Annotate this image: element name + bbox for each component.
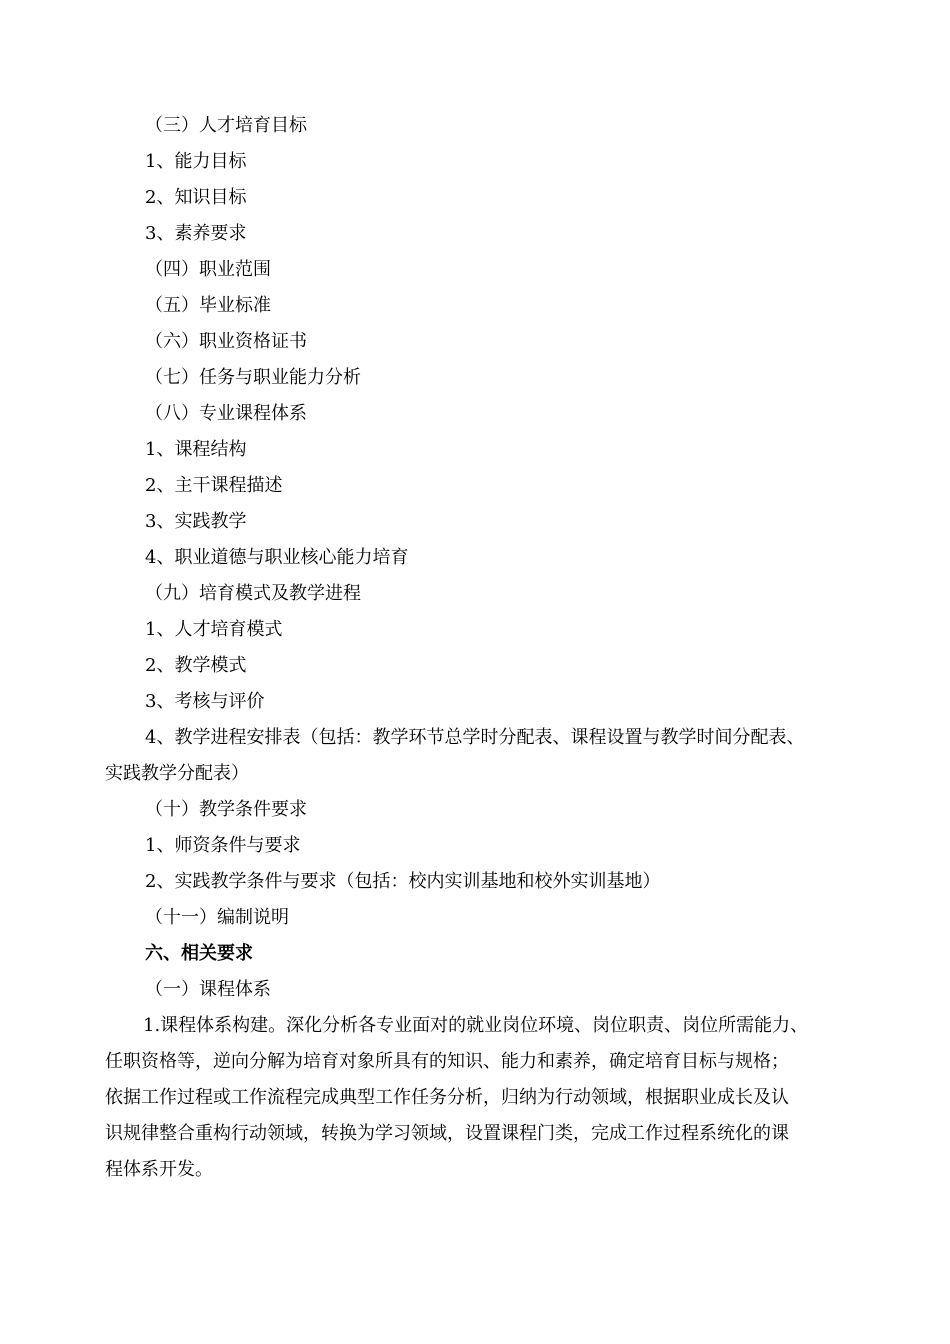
section-course-system: （八）专业课程体系	[145, 403, 307, 424]
item-knowledge-goals: 2、知识目标	[145, 187, 247, 208]
paragraph-line: 程体系开发。	[105, 1159, 213, 1180]
paragraph-line: 识规律整合重构行动领域，转换为学习领域，设置课程门类，完成工作过程系统化的课	[105, 1123, 789, 1144]
item-teaching-schedule: 4、教学进程安排表（包括：教学环节总学时分配表、课程设置与教学时间分配表、	[145, 727, 805, 748]
section-task-ability-analysis: （七）任务与职业能力分析	[145, 367, 361, 388]
section-career-scope: （四）职业范围	[145, 259, 271, 280]
paragraph-line: 任职资格等，逆向分解为培育对象所具有的知识、能力和素养，确定培育目标与规格；	[105, 1051, 789, 1072]
section-teaching-conditions: （十）教学条件要求	[145, 799, 307, 820]
section-compilation-notes: （十一）编制说明	[145, 907, 289, 928]
section-course-system-req: （一）课程体系	[145, 979, 271, 1000]
item-assessment-evaluation: 3、考核与评价	[145, 691, 265, 712]
section-qualification-certificate: （六）职业资格证书	[145, 331, 307, 352]
section-graduation-standard: （五）毕业标准	[145, 295, 271, 316]
item-quality-requirements: 3、素养要求	[145, 223, 247, 244]
item-ethics-core-ability: 4、职业道德与职业核心能力培育	[145, 547, 409, 568]
item-talent-training-mode: 1、人才培育模式	[145, 619, 283, 640]
chapter-related-requirements: 六、相关要求	[145, 943, 253, 964]
item-teaching-schedule-cont: 实践教学分配表）	[105, 763, 249, 784]
item-ability-goals: 1、能力目标	[145, 151, 247, 172]
section-training-mode-progress: （九）培育模式及教学进程	[145, 583, 361, 604]
paragraph-line: 1.课程体系构建。深化分析各专业面对的就业岗位环境、岗位职责、岗位所需能力、	[143, 1015, 809, 1036]
item-faculty-conditions: 1、师资条件与要求	[145, 835, 301, 856]
item-teaching-mode: 2、教学模式	[145, 655, 247, 676]
item-course-structure: 1、课程结构	[145, 439, 247, 460]
item-core-course-description: 2、主干课程描述	[145, 475, 283, 496]
item-practice-teaching: 3、实践教学	[145, 511, 247, 532]
paragraph-course-system-construction	[105, 1008, 845, 1188]
item-practice-conditions: 2、实践教学条件与要求（包括：校内实训基地和校外实训基地）	[145, 871, 661, 892]
section-talent-goals: （三）人才培育目标	[145, 115, 307, 136]
paragraph-line: 依据工作过程或工作流程完成典型工作任务分析，归纳为行动领域，根据职业成长及认	[105, 1087, 789, 1108]
